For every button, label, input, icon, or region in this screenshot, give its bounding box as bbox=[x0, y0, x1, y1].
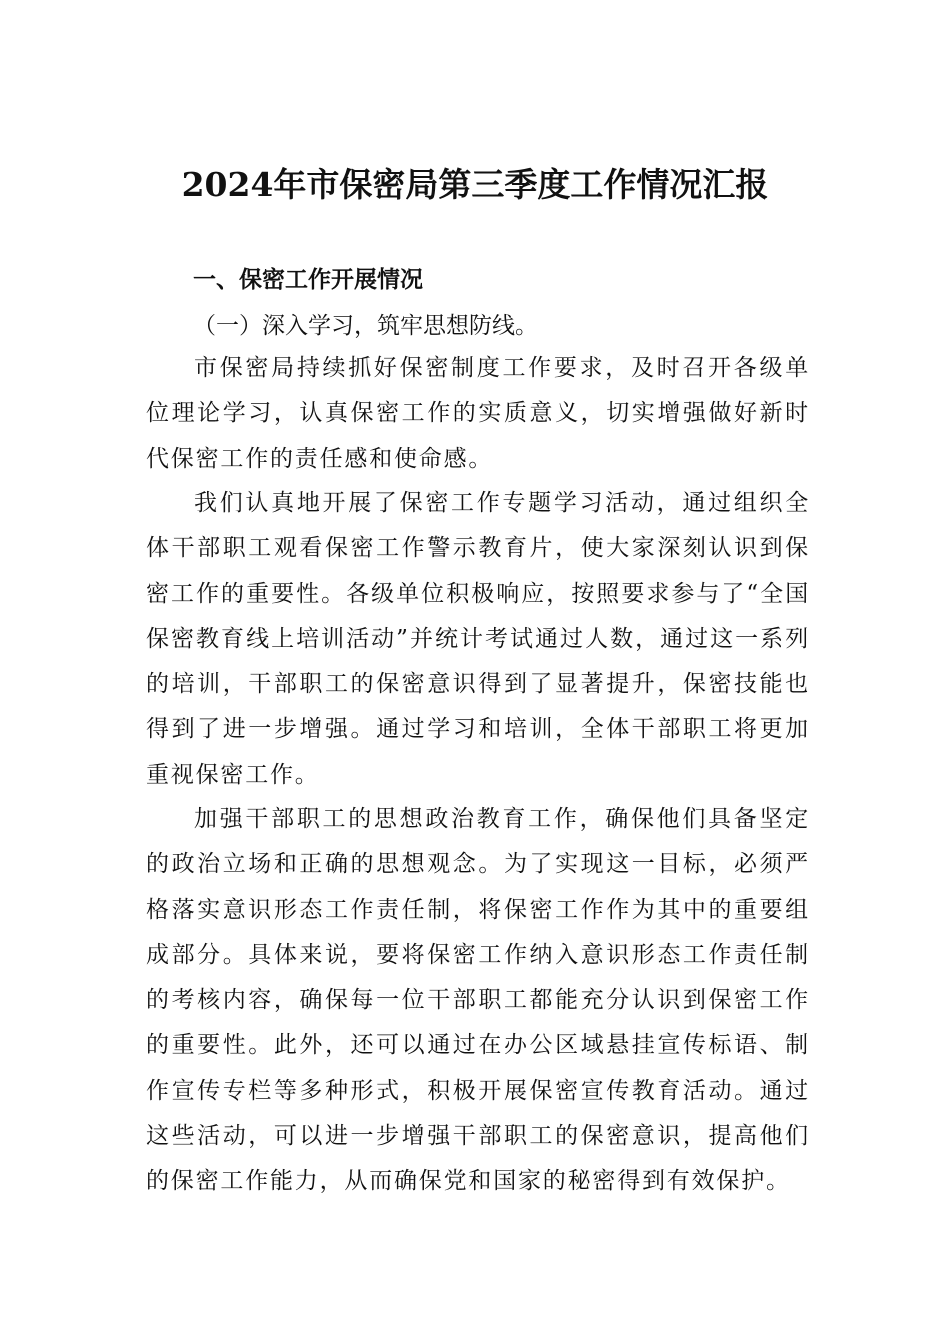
body-paragraph: 市保密局持续抓好保密制度工作要求，及时召开各级单位理论学习，认真保密工作的实质意义，切实增强做好新时代保密工作的责任感和使命感。 bbox=[146, 355, 810, 472]
section-heading: 一、保密工作开展情况 bbox=[193, 267, 423, 293]
body-paragraph: 我们认真地开展了保密工作专题学习活动，通过组织全体干部职工观看保密工作警示教育片，使大家深刻认识到保密工作的重要性。各级单位积极响应，按照要求参与了“全国保密教育线上培训活动”并统计考试通过人数，通过这一系列的培训，干部职工的保密意识得到了显著提升，保密技能也得到了进一步增强。通过学习和培训，全体干部职工将更加重视保密工作。 bbox=[146, 490, 810, 788]
body-paragraph: 加强干部职工的思想政治教育工作，确保他们具备坚定的政治立场和正确的思想观念。为了实现这一目标，必须严格落实意识形态工作责任制，将保密工作作为其中的重要组成部分。具体来说，要将保密工作纳入意识形态工作责任制的考核内容，确保每一位干部职工都能充分认识到保密工作的重要性。此外，还可以通过在办公区域悬挂宣传标语、制作宣传专栏等多种形式，积极开展保密宣传教育活动。通过这些活动，可以进一步增强干部职工的保密意识，提高他们的保密工作能力，从而确保党和国家的秘密得到有效保护。 bbox=[146, 806, 810, 1195]
subsection-heading: （一）深入学习，筑牢思想防线。 bbox=[193, 313, 538, 339]
document-title: 2024年市保密局第三季度工作情况汇报 bbox=[181, 165, 769, 204]
